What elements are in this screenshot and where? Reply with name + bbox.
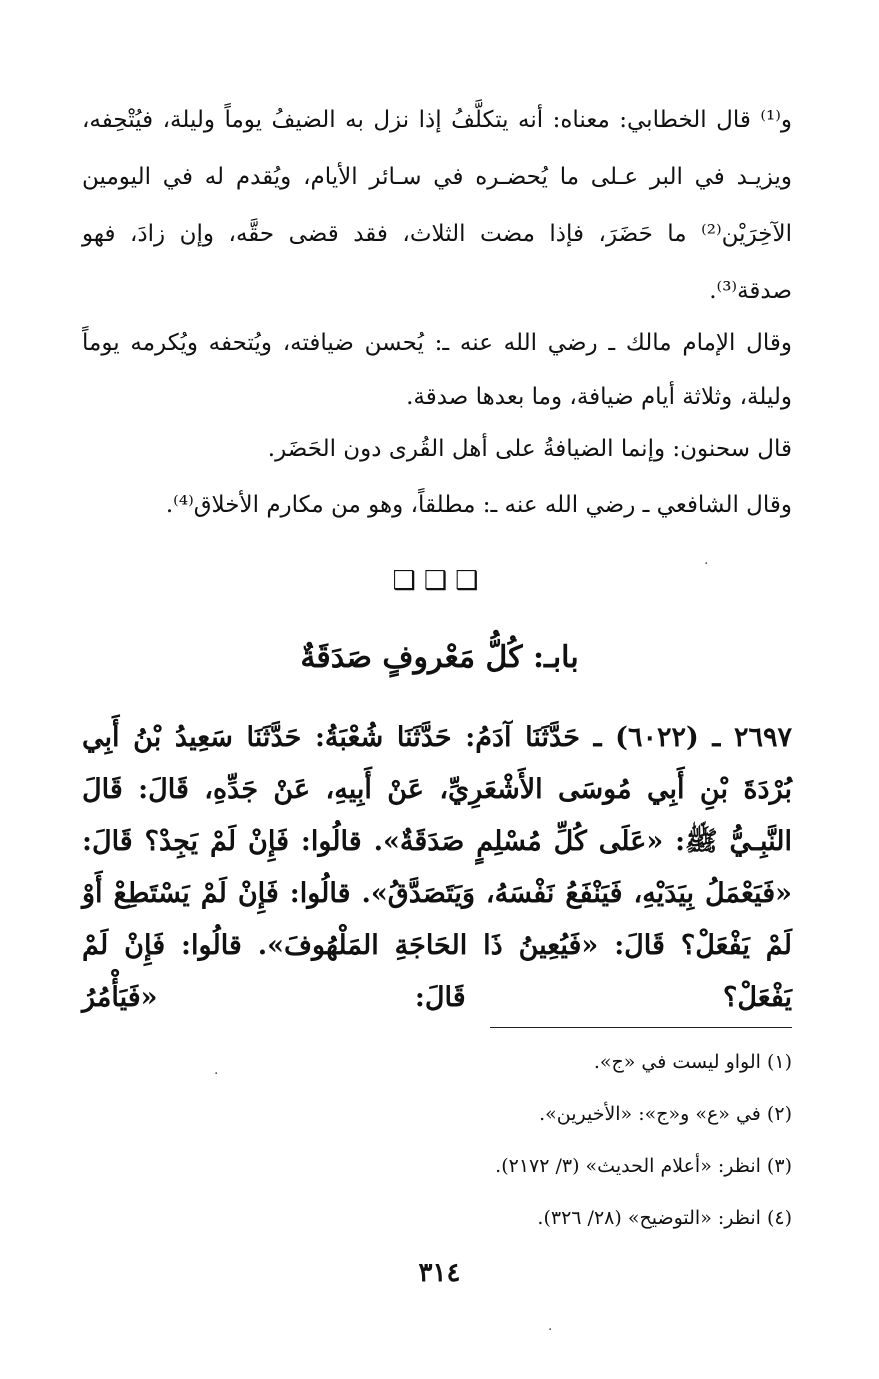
commentary-paragraph-sahnun: قال سحنون: وإنما الضيافةُ على أهل القُرى دون الحَضَر. <box>267 436 792 462</box>
commentary-paragraph-malik: وقال الإمام مالك ـ رضي الله عنه ـ: يُحسن ضيافته، ويُتحفه ويُكرمه يوماً وليلة، وثلاثة أيام ضيافة، وما بعدها صدقة. <box>82 330 792 410</box>
footnote-item: (٣) انظر: «أعلام الحديث» (٣/ ٢١٧٢). <box>495 1155 792 1177</box>
commentary-paragraph-khattabi: و⁽¹⁾ قال الخطابي: معناه: أنه يتكلَّفُ إذا نزل به الضيفُ يوماً وليلة، فيُتْحِفه، ويزيـد في البر عـلى ما يُحضـره في سـائر الأيام، ويُقدم له في اليومين الآخِرَيْن⁽²⁾ ما حَضَرَ، فإذا مضت الثلاث، فقد قضى حقَّه، وإن زادَ، فهو صدقة⁽³⁾. <box>82 107 792 304</box>
footnote-item: (٤) انظر: «التوضيح» (٢٨/ ٣٢٦). <box>537 1207 792 1229</box>
footnote-separator <box>490 1027 792 1028</box>
section-divider-ornament: ❑❑❑ <box>392 566 487 596</box>
footnote-item: (١) الواو ليست في «ج». <box>593 1051 792 1073</box>
footnotes <box>82 1042 792 1250</box>
commentary-paragraph-shafii: وقال الشافعي ـ رضي الله عنه ـ: مطلقاً، وهو من مكارم الأخلاق⁽⁴⁾. <box>165 492 792 518</box>
scan-speck: · <box>548 1322 553 1338</box>
footnote-item: (٢) في «ع» و«ج»: «الأخيرين». <box>539 1103 792 1125</box>
chapter-title: بابـ: كُلُّ مَعْروفٍ صَدَقَةٌ <box>300 640 579 675</box>
scan-speck: · <box>704 556 709 572</box>
page-number: ٣١٤ <box>418 1258 461 1288</box>
hadith-text: ٢٦٩٧ ـ (٦٠٢٢) ـ حَدَّثَنَا آدَمُ: حَدَّثَنَا شُعْبَةُ: حَدَّثَنَا سَعِيدُ بْنُ أَبِي بُرْدَةَ بْنِ أَبِي مُوسَى الأَشْعَرِيِّ، عَنْ أَبِيهِ، عَنْ جَدِّهِ، قَالَ: قَالَ النَّبِـيُّ ﷺ: «عَلَى كُلِّ مُسْلِمٍ صَدَقَةٌ». قالُوا: فَإِنْ لَمْ يَجِدْ؟ قَالَ: «فَيَعْمَلُ بِيَدَيْهِ، فَيَنْفَعُ نَفْسَهُ، وَيَتَصَدَّقُ». قالُوا: فَإِنْ لَمْ يَسْتَطِعْ أَوْ لَمْ يَفْعَلْ؟ قَالَ: «فَيُعِينُ ذَا الحَاجَةِ المَلْهُوفَ». قالُوا: فَإِنْ لَمْ يَفْعَلْ؟ قَالَ: «فَيَأْمُرُ <box>82 722 792 1013</box>
scan-speck: · <box>214 1066 219 1082</box>
